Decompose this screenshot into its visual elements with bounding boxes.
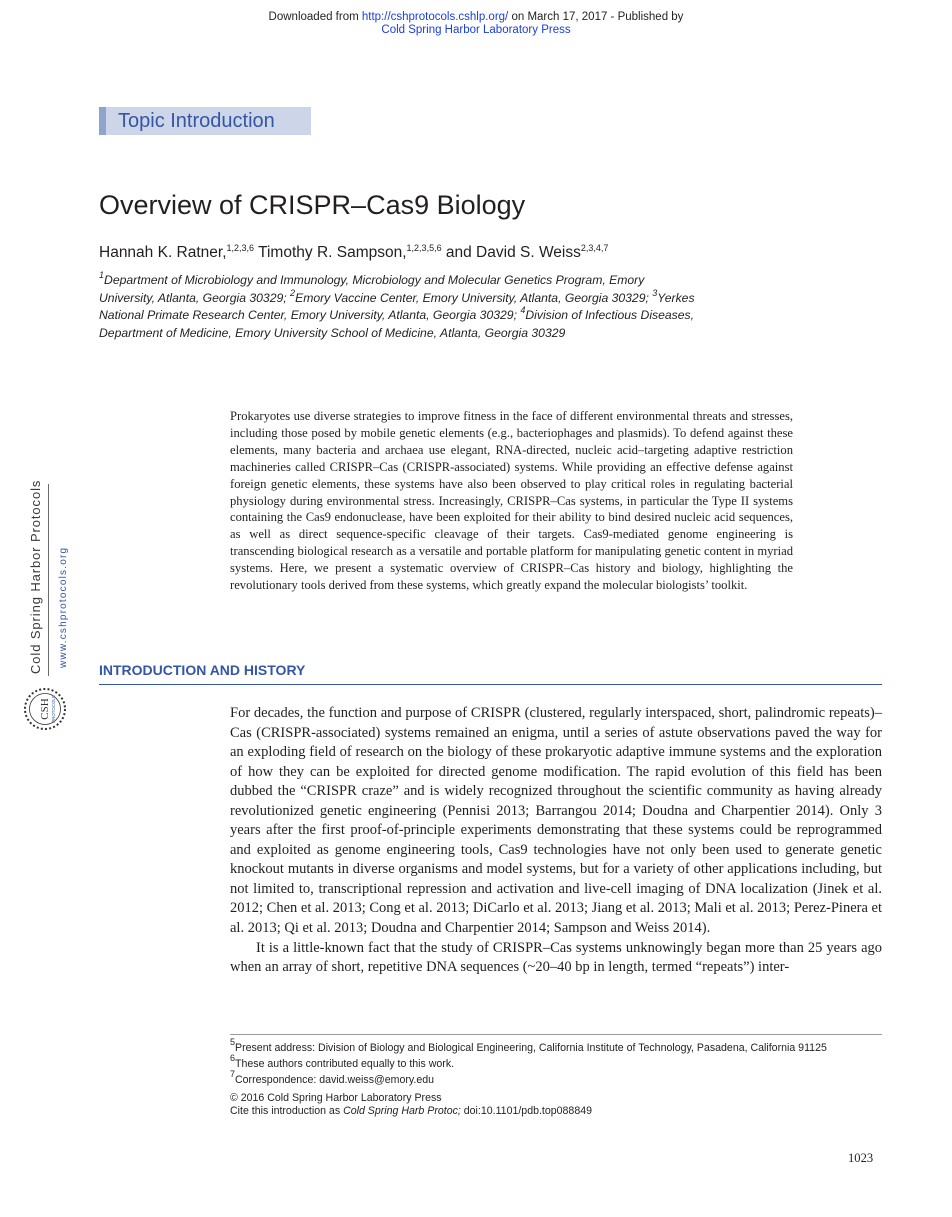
- footnote-text: Correspondence: david.weiss@emory.edu: [235, 1074, 435, 1087]
- footnote: [230, 1069, 882, 1088]
- page-title: Overview of CRISPR–Cas9 Biology: [99, 190, 526, 220]
- affiliation-mark: 4: [520, 305, 526, 315]
- affiliation-text: Department of Microbiology and Immunology, Microbiology and Molecular Genetics Program, Emory University, Atlanta, Georgia 30329;: [99, 273, 645, 305]
- author-affiliation-marks: 2,3,4,7: [580, 243, 609, 253]
- footnote-mark: 5: [230, 1037, 236, 1047]
- footnote-mark: 7: [230, 1069, 236, 1080]
- download-link[interactable]: http://cshprotocols.cshlp.org/: [361, 11, 509, 23]
- footnote: [230, 1037, 882, 1056]
- footnotes: [230, 1037, 882, 1118]
- citation-prefix: Cite this introduction as: [230, 1104, 344, 1117]
- affiliation-text: Division of Infectious Diseases, Department of Medicine, Emory University School of Medicine, Atlanta, Georgia 30329: [99, 308, 695, 340]
- affiliation-mark: 1: [99, 270, 105, 280]
- footnote-text: These authors contributed equally to this work.: [235, 1058, 455, 1071]
- footnote-divider: [230, 1034, 882, 1035]
- author-name: and David S. Weiss: [445, 244, 581, 261]
- affiliation-mark: 3: [652, 287, 658, 298]
- sidebar-divider: [48, 484, 49, 676]
- publisher-link[interactable]: Cold Spring Harbor Laboratory Press: [381, 24, 571, 36]
- logo-subtext: PROTOCOLS: [51, 695, 56, 723]
- download-prefix: Downloaded from: [268, 11, 362, 23]
- citation: [230, 1105, 882, 1118]
- body-text: [230, 704, 882, 978]
- author-name: Hannah K. Ratner,: [99, 244, 227, 261]
- download-suffix: on March 17, 2017 - Published by: [508, 11, 684, 23]
- footnote: [230, 1053, 882, 1072]
- section-heading: INTRODUCTION AND HISTORY: [99, 662, 306, 678]
- section-divider: [99, 684, 882, 685]
- footnote-mark: 6: [230, 1053, 236, 1064]
- topic-introduction-tag: [99, 107, 311, 135]
- body-paragraph: For decades, the function and purpose of CRISPR (clustered, regularly interspaced, short, palindromic repeats)–Cas (CRISPR-associated) systems remained an enigma, until a series of astute observations paved the way for an exploding field of research on the biology of these prokaryotic adaptive immune systems and the exploration of how they can be exploited for directed genome modification. The rapid evolution of this field has been dubbed the “CRISPR craze” and is widely recognized throughout the scientific community as having already revolutionized genetic engineering (Pennisi 2013; Barrangou 2014; Doudna and Charpentier 2014). Only 3 years after the first proof-of-principle experiments demonstrating that these systems could be reprogrammed and exploited as genome engineering tools, Cas9 technologies have not only been used to generate genetic knockout mutants in diverse organisms and model systems, but for a variety of other applications including, but not limited to, transcriptional repression and activation and live-cell imaging of DNA localization (Jinek et al. 2012; Chen et al. 2013; Cong et al. 2013; DiCarlo et al. 2013; Jiang et al. 2013; Mali et al. 2013; Perez-Pinera et al. 2013; Qi et al. 2013; Doudna and Charpentier 2014; Sampson and Weiss 2014).: [230, 705, 882, 937]
- sidebar-url[interactable]: www.cshprotocols.org: [58, 546, 69, 668]
- copyright: © 2016 Cold Spring Harbor Laboratory Press: [230, 1091, 442, 1104]
- affiliation-mark: 2: [290, 287, 296, 298]
- topic-label: Topic Introduction: [118, 110, 275, 132]
- body-paragraph: It is a little-known fact that the study of CRISPR–Cas systems unknowingly began more than 25 years ago when an array of short, repetitive DNA sequences (~20–40 bp in length, termed “repeats”) inter-: [230, 939, 882, 976]
- abstract: Prokaryotes use diverse strategies to improve fitness in the face of different environmental threats and stresses, including those posed by mobile genetic elements (e.g., bacteriophages and plasmids). To defend against these elements, many bacteria and archaea use elegant, RNA-directed, nucleic acid–targeting adaptive restriction machineries called CRISPR–Cas (CRISPR-associated) systems. While providing an effective defense against foreign genetic elements, these systems have also been observed to play critical roles in regulating bacterial physiology during environmental stress. Increasingly, CRISPR–Cas systems, in particular the Type II systems containing the Cas9 endonuclease, have been exploited for their ability to bind desired nucleic acid sequences, as well as direct sequence-specific cleavage of their targets. Cas9-mediated genome engineering is transcending biological research as a versatile and portable platform for manipulating genetic content in myriad systems. Here, we present a systematic overview of CRISPR–Cas history and biology, highlighting the revolutionary tools derived from these systems, which greatly expand the molecular biologists’ toolkit.: [230, 409, 793, 593]
- footnote-text: Present address: Division of Biology and Biological Engineering, California Institute of Technology, Pasadena, California 91125: [235, 1042, 827, 1054]
- affiliation-text: Emory Vaccine Center, Emory University, Atlanta, Georgia 30329;: [295, 290, 653, 305]
- author-affiliation-marks: 1,2,3,5,6: [406, 243, 442, 253]
- logo-text: CSH: [39, 698, 51, 720]
- csh-protocols-logo-icon: [20, 684, 70, 734]
- citation-journal: Cold Spring Harb Protoc;: [343, 1104, 461, 1117]
- affiliations: [99, 272, 699, 342]
- author-affiliation-marks: 1,2,3,6: [226, 243, 255, 253]
- author-list: [99, 244, 608, 262]
- download-notice: [0, 11, 952, 37]
- author-name: Timothy R. Sampson,: [258, 244, 407, 261]
- sidebar-journal-name: Cold Spring Harbor Protocols: [28, 479, 43, 674]
- page-number: 1023: [848, 1151, 874, 1165]
- affiliation-text: Yerkes National Primate Research Center, Emory University, Atlanta, Georgia 30329;: [99, 290, 695, 322]
- citation-doi: doi:10.1101/pdb.top088849: [460, 1104, 592, 1117]
